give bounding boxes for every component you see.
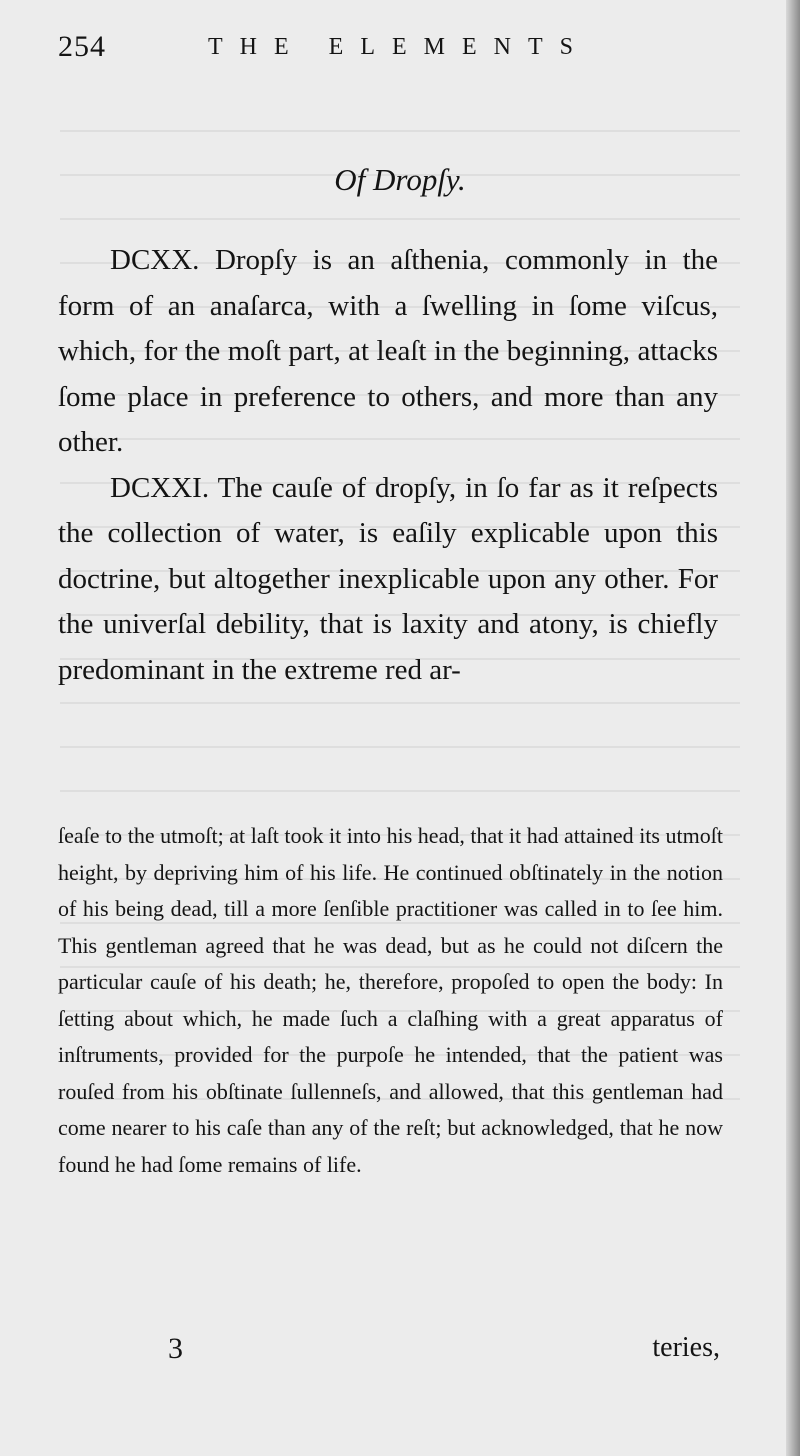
paragraph-text: The cauſe of dropſy, in ſo far as it reſpects the collection of water, is eaſily explicable upon this doctrine, but altogether inexplicable upon any other. For the univerſal debility, that is laxity and atony, is chiefly predominant in the extreme red ar- (58, 471, 718, 686)
signature-mark: 3 (168, 1332, 183, 1365)
main-text (58, 238, 718, 693)
paragraph-text: Dropſy is an aſthenia, commonly in the form of an anaſarca, with a ſwelling in ſome viſcus, which, for the moſt part, at leaſt in the beginning, attacks ſome place in preference to others, and more than any other. (58, 244, 719, 458)
section-title: Of Dropſy. (334, 162, 466, 197)
paragraph-number: DCXX. (110, 244, 200, 276)
running-head (58, 30, 718, 70)
catchword: teries, (652, 1332, 720, 1363)
paragraph-dcxx (58, 238, 718, 466)
paragraph-number: DCXXI. (110, 471, 210, 504)
page-edge-shadow (786, 0, 800, 1456)
page-number: 254 (58, 30, 106, 63)
footnote: ſeaſe to the utmoſt; at laſt took it into his head, that it had attained its utmoſt height, by depriving him of his life. He continued obſtinately in the notion of his being dead, till a more ſenſible practitioner was called in to ſee him. This gentleman agreed that he was dead, but as he could not diſcern the particular cauſe of his death; he, therefore, propoſed to open the body: In ſetting about which, he made ſuch a claſhing with a great apparatus of inſtruments, provided for the purpoſe he intended, that the patient was rouſed from his obſtinate ſullenneſs, and allowed, that this gentleman had come nearer to his caſe than any of the reſt; but acknowledged, that he now found he had ſome remains of life. (58, 823, 723, 1177)
running-title: THE ELEMENTS (208, 34, 590, 60)
paragraph-dcxxi (58, 466, 718, 694)
